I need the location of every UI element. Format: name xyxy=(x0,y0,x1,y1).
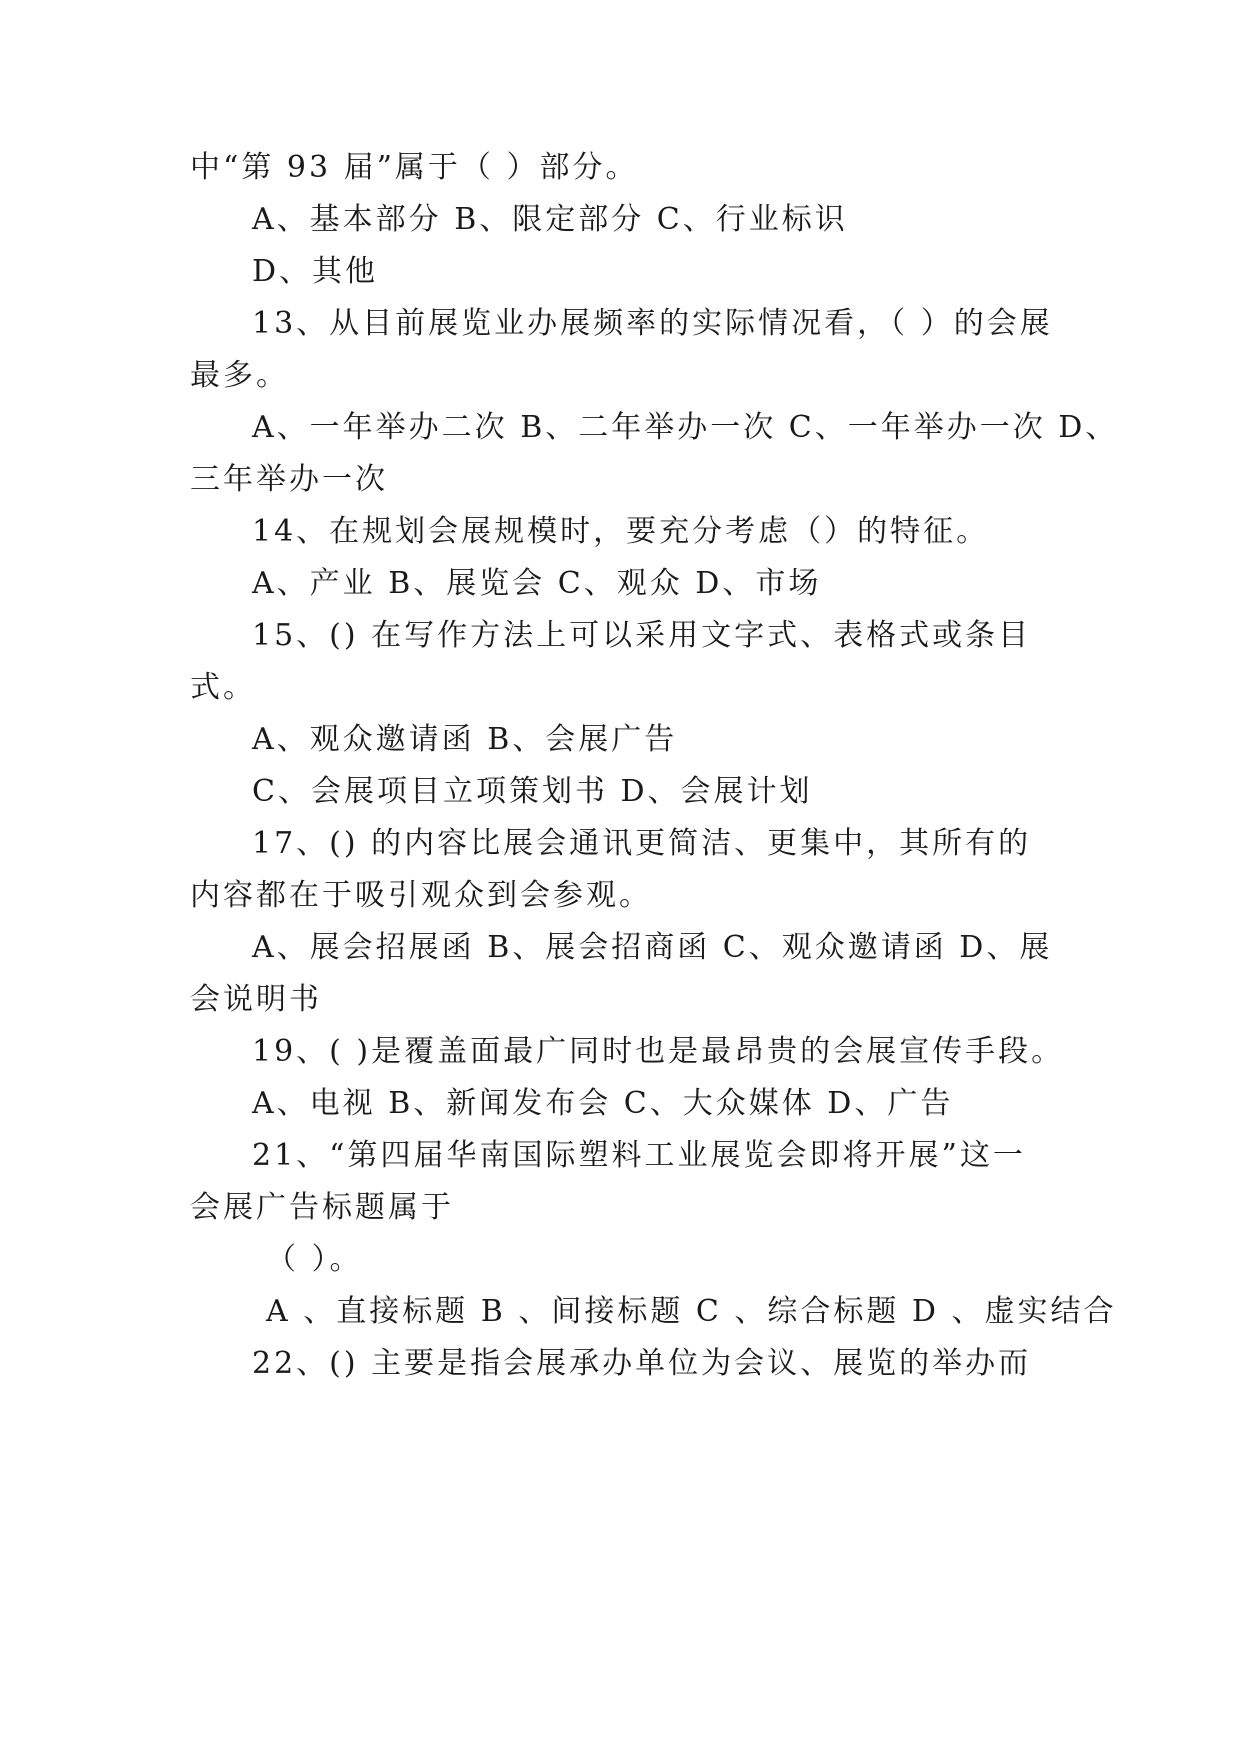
text-line: A、观众邀请函 B、会展广告 xyxy=(252,722,678,757)
text-line: 14、在规划会展规模时，要充分考虑（）的特征。 xyxy=(252,514,990,549)
text-line: 三年举办一次 xyxy=(190,462,388,497)
text-line: A、一年举办二次 B、二年举办一次 C、一年举办一次 D、 xyxy=(252,410,1119,445)
text-line: 15、() 在写作方法上可以采用文字式、表格式或条目 xyxy=(252,618,1032,653)
text-line: 中“第 93 届”属于（ ）部分。 xyxy=(190,150,639,185)
text-line: 21、“第四届华南国际塑料工业展览会即将开展”这一 xyxy=(252,1138,1026,1173)
text-line: （ ）。 xyxy=(266,1242,363,1277)
text-line: A、产业 B、展览会 C、观众 D、市场 xyxy=(252,566,822,601)
text-line: A 、直接标题 B 、间接标题 C 、综合标题 D 、虚实结合 xyxy=(266,1294,1117,1329)
text-line: 最多。 xyxy=(190,358,289,393)
text-line: 17、() 的内容比展会通讯更简洁、更集中，其所有的 xyxy=(252,826,1032,861)
text-line: 13、从目前展览业办展频率的实际情况看，（ ）的会展 xyxy=(252,306,1053,341)
text-line: 22、() 主要是指会展承办单位为会议、展览的举办而 xyxy=(252,1346,1032,1381)
text-line: A、电视 B、新闻发布会 C、大众媒体 D、广告 xyxy=(252,1086,954,1121)
text-line: 19、( )是覆盖面最广同时也是最昂贵的会展宣传手段。 xyxy=(252,1034,1065,1069)
text-line: A、展会招展函 B、展会招商函 C、观众邀请函 D、展 xyxy=(252,930,1053,965)
text-line: D、其他 xyxy=(252,254,379,289)
text-line: C、会展项目立项策划书 D、会展计划 xyxy=(252,774,813,809)
text-line: 会说明书 xyxy=(190,982,322,1017)
text-line: A、基本部分 B、限定部分 C、行业标识 xyxy=(252,202,848,237)
text-line: 式。 xyxy=(190,670,256,705)
text-line: 内容都在于吸引观众到会参观。 xyxy=(190,878,652,913)
text-line: 会展广告标题属于 xyxy=(190,1190,454,1225)
